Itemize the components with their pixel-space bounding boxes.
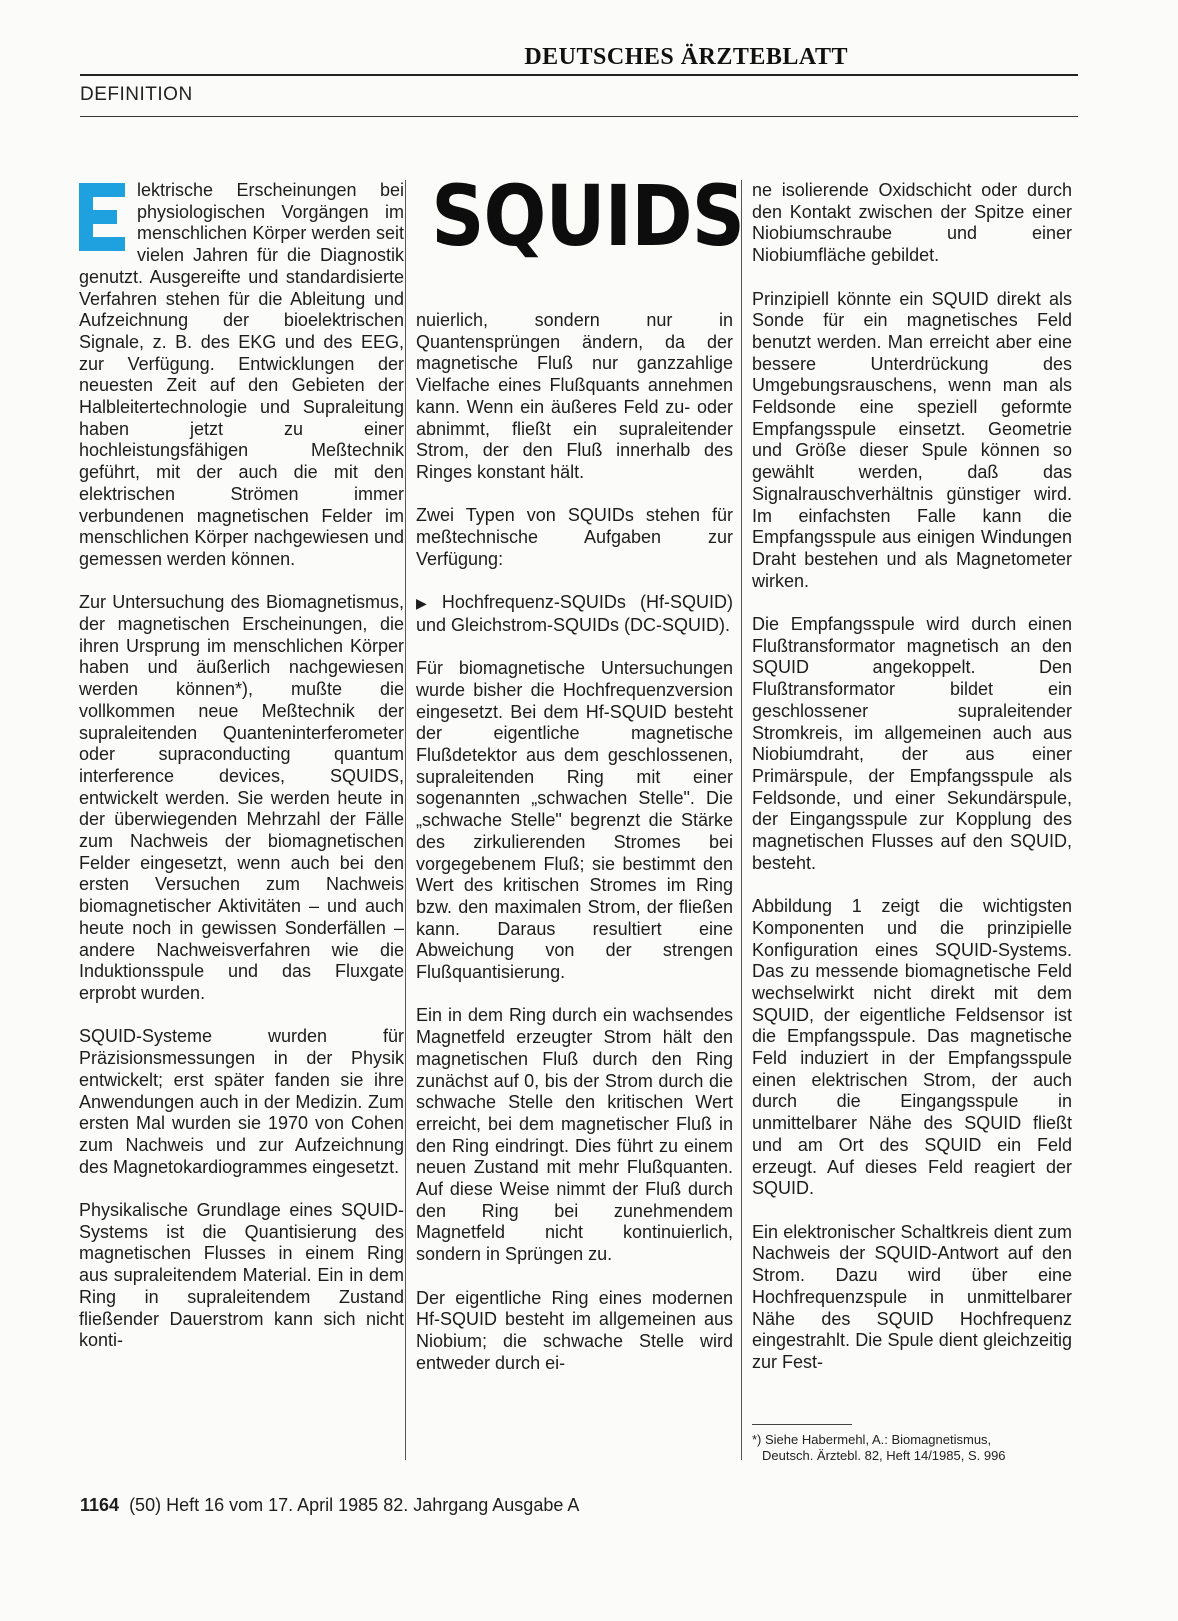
dropcap-letter-e [79,183,125,251]
footnote-line-1: *) Siehe Habermehl, A.: Biomagnetismus, [752,1432,992,1447]
paragraph: Die Empfangsspule wird durch einen Flußtransformator magnetisch an den SQUID angekoppelt. Den Flußtransformator bildet ein geschlossener supraleitender Stromkreis, im allgemeinen auch aus Niobiumdraht, der aus einer Primärspule, der Empfangsspule als Feldsonde, und einer Sekundärspule, der Eingangsspule zur Kopplung des magnetischen Flusses auf den SQUID, besteht. [752,614,1072,873]
column-rule-1 [405,180,406,1460]
paragraph: Ein in dem Ring durch ein wachsendes Magnetfeld erzeugter Strom hält den magnetischen Fluß durch den Ring zunächst auf 0, bis der Strom durch die schwache Stelle den kritischen Wert erreicht, bei dem magnetischer Fluß in den Ring eindringt. Dies führt zu einem neuen Zustand mit mehr Flußquanten. Auf diese Weise nimmt der Fluß durch den Ring bei zunehmendem Magnetfeld nicht kontinuierlich, sondern in Sprüngen zu. [416,1005,733,1265]
article-column-3 [752,180,1072,1374]
article-column-1 [79,180,404,1352]
page-number: 1164 [80,1495,120,1515]
paragraph: ne isolierende Oxidschicht oder durch den Kontakt zwischen der Spitze einer Niobiumschraube und einer Niobiumfläche gebildet. [752,180,1072,266]
bullet-paragraph: ▶ Hochfrequenz-SQUIDs (Hf-SQUID) und Gleichstrom-SQUIDs (DC-SQUID). [416,592,733,635]
paragraph: nuierlich, sondern nur in Quantensprüngen ändern, da der magnetische Fluß nur ganzzahlige Vielfache eines Flußquants annehmen kann. Wenn ein äußeres Feld zu- oder abnimmt, fließt ein supraleitender Strom, der den Fluß innerhalb des Ringes konstant hält. [416,310,733,482]
section-label: DEFINITION [80,84,193,105]
page-footer [80,1495,579,1516]
paragraph: Zur Untersuchung des Biomagnetismus, der magnetischen Erscheinungen, die ihren Ursprung im menschlichen Körper haben und äußerlich nachgewiesen werden können*), mußte die vollkommen neue Meßtechnik der supraleitenden Quanteninterferometer oder supraconducting quantum interference devices, SQUIDS, entwickelt werden. Sie werden heute in der überwiegenden Mehrzahl der Fälle zum Nachweis der biomagnetischen Felder eingesetzt, wenn auch bei den ersten Versuchen zum Nachweis biomagnetischer Aktivitäten – und auch heute noch in gewissen Sonderfällen – andere Nachweisverfahren wie die Induktionsspule und das Fluxgate erprobt wurden. [79,592,404,1003]
footnote [752,1432,1072,1464]
paragraph: Abbildung 1 zeigt die wichtigsten Komponenten und die prinzipielle Konfiguration eines SQUID-Systems. Das zu messende biomagnetische Feld wechselwirkt nicht direkt mit dem SQUID, der eigentliche Feldsensor ist die Empfangsspule. Das magnetische Feld induziert in der Empfangsspule einen elektrischen Strom, der auch durch die Eingangsspule in unmittelbarer Nähe des SQUID fließt und am Ort des SQUID ein Feld erzeugt. Auf dieses Feld reagiert der SQUID. [752,896,1072,1199]
masthead: DEUTSCHES ÄRZTEBLATT [524,44,848,70]
paragraph: Zwei Typen von SQUIDs stehen für meßtechnische Aufgaben zur Verfügung: [416,505,733,569]
top-rule [80,74,1078,76]
paragraph: lektrische Erscheinungen bei physiologischen Vorgängen im menschlichen Körper werden seit vielen Jahren für die Diagnostik genutzt. Ausgereifte und standardisierte Verfahren stehen für die Ableitung und Aufzeichnung der bioelektrischen Signale, z. B. des EKG und des EEG, zur Verfügung. Entwicklungen der neuesten Zeit auf den Gebieten der Halbleitertechnologie und Supraleitung haben jetzt zu einer hochleistungsfähigen Meßtechnik geführt, mit der auch die mit den elektrischen Strömen immer verbundenen magnetischen Felder im menschlichen Körper nachgewiesen und gemessen werden können. [79,180,404,569]
paragraph: SQUID-Systeme wurden für Präzisionsmessungen in der Physik entwickelt; erst später fanden sie ihre Anwendungen auch in der Medizin. Zum ersten Mal wurden sie 1970 von Cohen zum Nachweis und zur Aufzeichnung des Magnetokardiogrammes eingesetzt. [79,1026,404,1177]
paragraph: Für biomagnetische Untersuchungen wurde bisher die Hochfrequenzversion eingesetzt. Bei dem Hf-SQUID besteht der eigentliche magnetische Flußdetektor aus dem geschlossenen, supraleitenden Ring mit einer sogenannten „schwachen Stelle". Die „schwache Stelle" begrenzt die Stärke des zirkulierenden Stromes bei vorgegebenem Fluß; sie bestimmt den Wert des kritischen Stromes im Ring bzw. den maximalen Strom, der fließen kann. Daraus resultiert eine Abweichung von der strengen Flußquantisierung. [416,658,733,983]
footnote-rule [752,1424,852,1425]
paragraph: Der eigentliche Ring eines modernen Hf-SQUID besteht im allgemeinen aus Niobium; die schwache Stelle wird entweder durch ei- [416,1287,733,1373]
triangle-bullet-icon: ▶ [416,595,436,612]
paragraph: Ein elektronischer Schaltkreis dient zum Nachweis der SQUID-Antwort auf den Strom. Dazu wird über eine Hochfrequenzspule in unmittelbarer Nähe des SQUID Hochfrequenz eingestrahlt. Die Spule dient gleichzeitig zur Fest- [752,1221,1072,1372]
column-rule-2 [741,180,742,1460]
article-title: SQUIDS [431,167,745,265]
section-rule [80,116,1078,117]
article-column-2 [416,310,733,1374]
paragraph: Prinzipiell könnte ein SQUID direkt als Sonde für ein magnetisches Feld benutzt werden. Man erreicht aber eine bessere Unterdrückung des Umgebungsrauschens, wenn man als Feldsonde eine speziell geformte Empfangsspule einsetzt. Geometrie und Größe dieser Spule können so gewählt werden, daß das Signalrauschverhältnis günstiger wird. Im einfachsten Falle kann die Empfangsspule aus einigen Windungen Draht bestehen und als Magnetometer wirken. [752,288,1072,591]
issue-info: (50) Heft 16 vom 17. April 1985 82. Jahrgang Ausgabe A [129,1495,580,1515]
paragraph: Physikalische Grundlage eines SQUID-Systems ist die Quantisierung des magnetischen Flusses in einem Ring aus supraleitendem Material. Ein in dem Ring in supraleitendem Zustand fließender Dauerstrom kann sich nicht konti- [79,1200,404,1351]
footnote-line-2: Deutsch. Ärztebl. 82, Heft 14/1985, S. 996 [762,1448,1006,1463]
